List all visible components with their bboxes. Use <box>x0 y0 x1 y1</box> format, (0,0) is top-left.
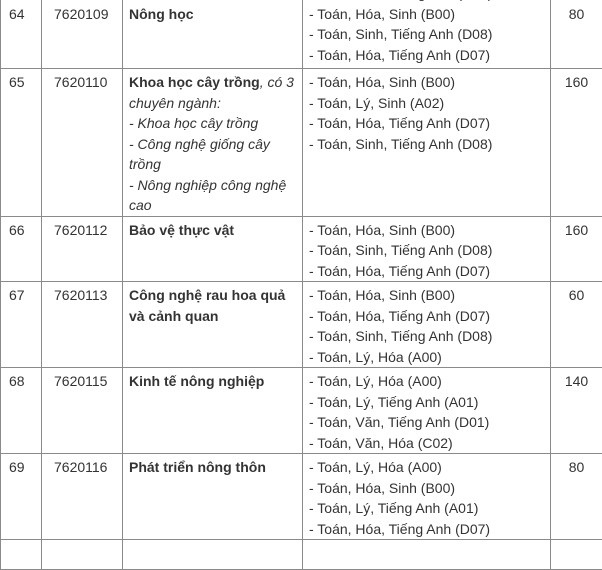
major-note: , có 3 chuyên ngành: <box>129 74 294 111</box>
row-number-cell: 65 <box>1 69 42 217</box>
subject-combo: - Toán, Lý, Tiếng Anh (A01) <box>309 498 544 519</box>
subject-combo: - Toán, Hóa, Sinh (B00) <box>309 285 544 306</box>
subject-combo: - Toán, Văn, Tiếng Anh (D01) <box>309 412 544 433</box>
subject-combos-cell <box>303 282 551 368</box>
specialization-item: - Nông nghiệp công nghệ cao <box>129 175 296 216</box>
subject-combo: - Toán, Lý, Hóa (A00) <box>309 347 544 368</box>
subject-combos-cell <box>303 368 551 454</box>
subject-combo: - Toán, Sinh, Tiếng Anh (D08) <box>309 24 544 45</box>
table-row <box>1 0 602 69</box>
major-code-cell <box>42 540 123 570</box>
major-name: Phát triển nông thôn <box>129 459 266 475</box>
subject-combo: - Toán, Sinh, Tiếng Anh (D08) <box>309 240 544 261</box>
table-row <box>1 69 602 217</box>
subject-combo: - Toán, Lý, Sinh (A02) <box>309 93 544 114</box>
row-number-cell: 67 <box>1 282 42 368</box>
row-number-cell: 64 <box>1 0 42 69</box>
quota-cell: 140 <box>551 368 602 454</box>
major-code-cell: 7620109 <box>42 0 123 69</box>
major-code-cell: 7620116 <box>42 454 123 540</box>
major-code-cell: 7620115 <box>42 368 123 454</box>
major-name-cell <box>123 454 303 540</box>
table-row <box>1 282 602 368</box>
subject-combo: - Toán, Hóa, Tiếng Anh (D07) <box>309 113 544 134</box>
major-code-cell: 7620110 <box>42 69 123 217</box>
major-name-cell <box>123 216 303 282</box>
major-name-cell <box>123 540 303 570</box>
major-name: Nông học <box>129 6 194 22</box>
major-name: Công nghệ rau hoa quả và cảnh quan <box>129 287 285 324</box>
specialization-item: - Công nghệ giống cây trồng <box>129 134 296 175</box>
subject-combo: - Toán, Hóa, Tiếng Anh (D07) <box>309 261 544 282</box>
table-row <box>1 368 602 454</box>
subject-combos-cell <box>303 216 551 282</box>
subject-combo: - Toán, Lý, Hóa (A00) <box>309 371 544 392</box>
major-code-cell: 7620113 <box>42 282 123 368</box>
subject-combo: - Toán, Văn, Hóa (C02) <box>309 433 544 454</box>
table-row <box>1 540 602 570</box>
subject-combo: - Toán, Hóa, Sinh (B00) <box>309 4 544 25</box>
subject-combo: - Toán, Hóa, Sinh (B00) <box>309 72 544 93</box>
major-name: Khoa học cây trồng <box>129 74 260 90</box>
specialization-item: - Khoa học cây trồng <box>129 113 296 134</box>
subject-combo: - Toán, Hóa, Tiếng Anh (D07) <box>309 519 544 540</box>
subject-combos-cell <box>303 454 551 540</box>
subject-combo: - Toán, Sinh, Tiếng Anh (D08) <box>309 326 544 347</box>
table-row <box>1 216 602 282</box>
subject-combo: - Toán, Hóa, Sinh (B00) <box>309 220 544 241</box>
subject-combo: - Toán, Lý, Tiếng Anh (A01) <box>309 392 544 413</box>
row-number-cell: 66 <box>1 216 42 282</box>
table-row <box>1 454 602 540</box>
row-number-cell: 69 <box>1 454 42 540</box>
major-name: Kinh tế nông nghiệp <box>129 373 264 389</box>
subject-combo: - Toán, Sinh, Tiếng Anh (D08) <box>309 134 544 155</box>
subject-combo: - Toán, Hóa, Sinh (B00) <box>309 478 544 499</box>
subject-combo: - Toán, Hóa, Tiếng Anh (D07) <box>309 306 544 327</box>
subject-combos-cell <box>303 0 551 69</box>
subject-combo: - Toán, Lý, Hóa (A00) <box>309 457 544 478</box>
major-name: Bảo vệ thực vật <box>129 222 234 238</box>
major-name-cell <box>123 69 303 217</box>
quota-cell: 60 <box>551 282 602 368</box>
quota-cell: 160 <box>551 69 602 217</box>
major-code-cell: 7620112 <box>42 216 123 282</box>
major-name-cell <box>123 282 303 368</box>
quota-cell: 80 <box>551 0 602 69</box>
row-number-cell <box>1 540 42 570</box>
subject-combo: - Toán, Hóa, Tiếng Anh (D07) <box>309 45 544 66</box>
quota-cell <box>551 540 602 570</box>
admissions-table-body <box>1 0 602 570</box>
major-name-cell <box>123 0 303 69</box>
subject-combos-cell <box>303 69 551 217</box>
major-name-cell <box>123 368 303 454</box>
quota-cell: 80 <box>551 454 602 540</box>
quota-cell: 160 <box>551 216 602 282</box>
row-number-cell: 68 <box>1 368 42 454</box>
subject-combos-cell <box>303 540 551 570</box>
